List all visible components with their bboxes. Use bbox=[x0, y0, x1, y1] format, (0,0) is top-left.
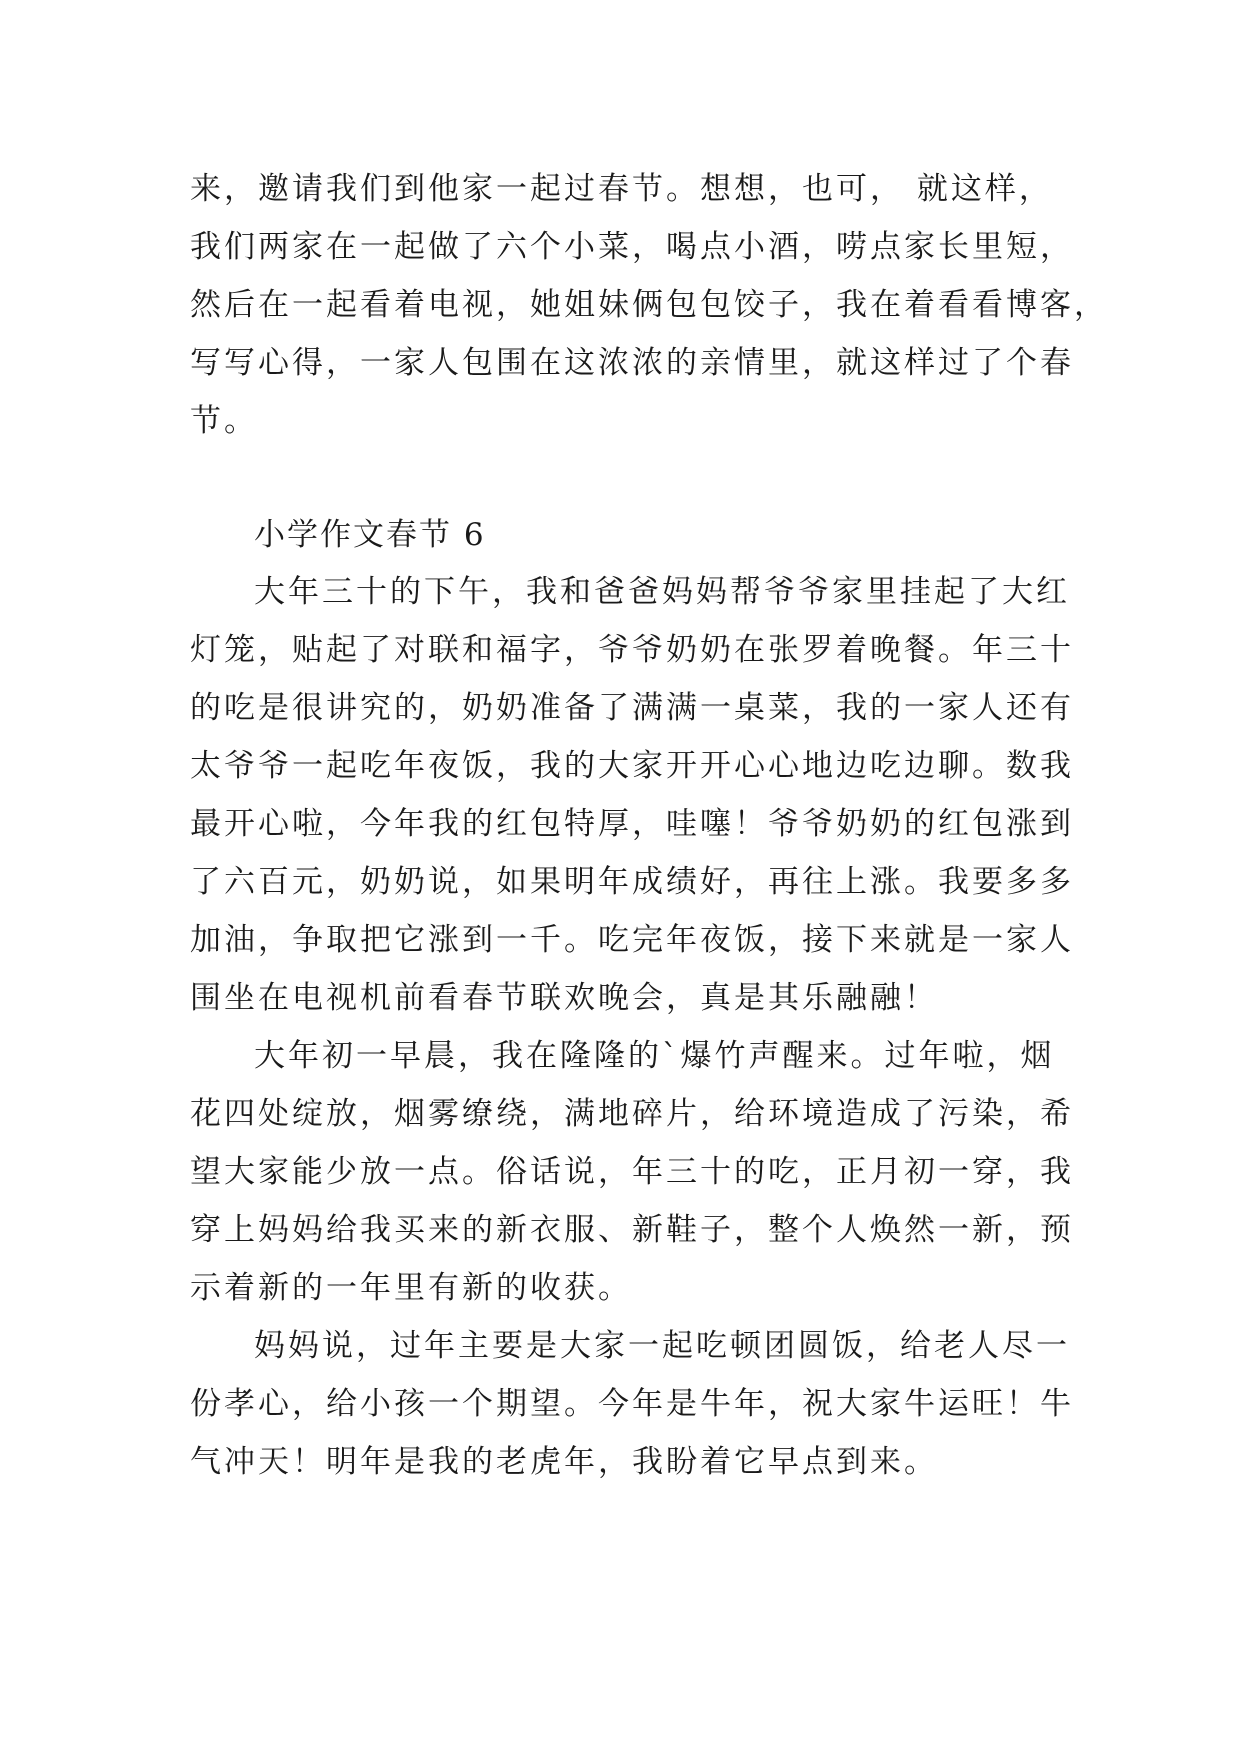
text-line: 节。 bbox=[190, 403, 258, 439]
essay-paragraph-2 bbox=[190, 1027, 1074, 1317]
text-line: 灯笼，贴起了对联和福字，爷爷奶奶在张罗着晚餐。年三十 bbox=[190, 632, 1074, 668]
text-line: 我们两家在一起做了六个小菜，喝点小酒，唠点家长里短， bbox=[190, 229, 1074, 265]
text-line: 望大家能少放一点。俗话说，年三十的吃，正月初一穿，我 bbox=[190, 1154, 1074, 1190]
text-line: 的吃是很讲究的，奶奶准备了满满一桌菜，我的一家人还有 bbox=[190, 690, 1074, 726]
essay-title: 小学作文春节 6 bbox=[254, 517, 486, 553]
text-line: 最开心啦，今年我的红包特厚，哇噻！爷爷奶奶的红包涨到 bbox=[190, 806, 1074, 842]
text-line: 然后在一起看着电视，她姐妹俩包包饺子，我在着看看博客， bbox=[190, 287, 1108, 323]
essay-paragraph-3 bbox=[190, 1317, 1074, 1491]
text-line: 份孝心，给小孩一个期望。今年是牛年，祝大家牛运旺！牛 bbox=[190, 1386, 1074, 1422]
text-line: 气冲天！明年是我的老虎年，我盼着它早点到来。 bbox=[190, 1444, 938, 1480]
text-line: 了六百元，奶奶说，如果明年成绩好，再往上涨。我要多多 bbox=[190, 864, 1074, 900]
continuation-paragraph bbox=[190, 160, 1108, 450]
text-line: 来，邀请我们到他家一起过春节。想想，也可， 就这样， bbox=[190, 171, 1053, 207]
text-line: 写写心得，一家人包围在这浓浓的亲情里，就这样过了个春 bbox=[190, 345, 1074, 381]
text-line: 大年三十的下午，我和爸爸妈妈帮爷爷家里挂起了大红 bbox=[254, 574, 1070, 610]
text-line: 穿上妈妈给我买来的新衣服、新鞋子，整个人焕然一新，预 bbox=[190, 1212, 1074, 1248]
text-line: 太爷爷一起吃年夜饭，我的大家开开心心地边吃边聊。数我 bbox=[190, 748, 1074, 784]
text-line: 妈妈说，过年主要是大家一起吃顿团圆饭，给老人尽一 bbox=[254, 1328, 1070, 1364]
essay-paragraph-1 bbox=[190, 563, 1074, 1027]
text-line: 示着新的一年里有新的收获。 bbox=[190, 1270, 632, 1306]
text-line: 围坐在电视机前看春节联欢晚会，真是其乐融融！ bbox=[190, 980, 938, 1016]
text-line: 花四处绽放，烟雾缭绕，满地碎片，给环境造成了污染，希 bbox=[190, 1096, 1074, 1132]
text-line: 大年初一早晨，我在隆隆的`爆竹声醒来。过年啦，烟 bbox=[254, 1038, 1055, 1074]
text-line: 加油，争取把它涨到一千。吃完年夜饭，接下来就是一家人 bbox=[190, 922, 1074, 958]
